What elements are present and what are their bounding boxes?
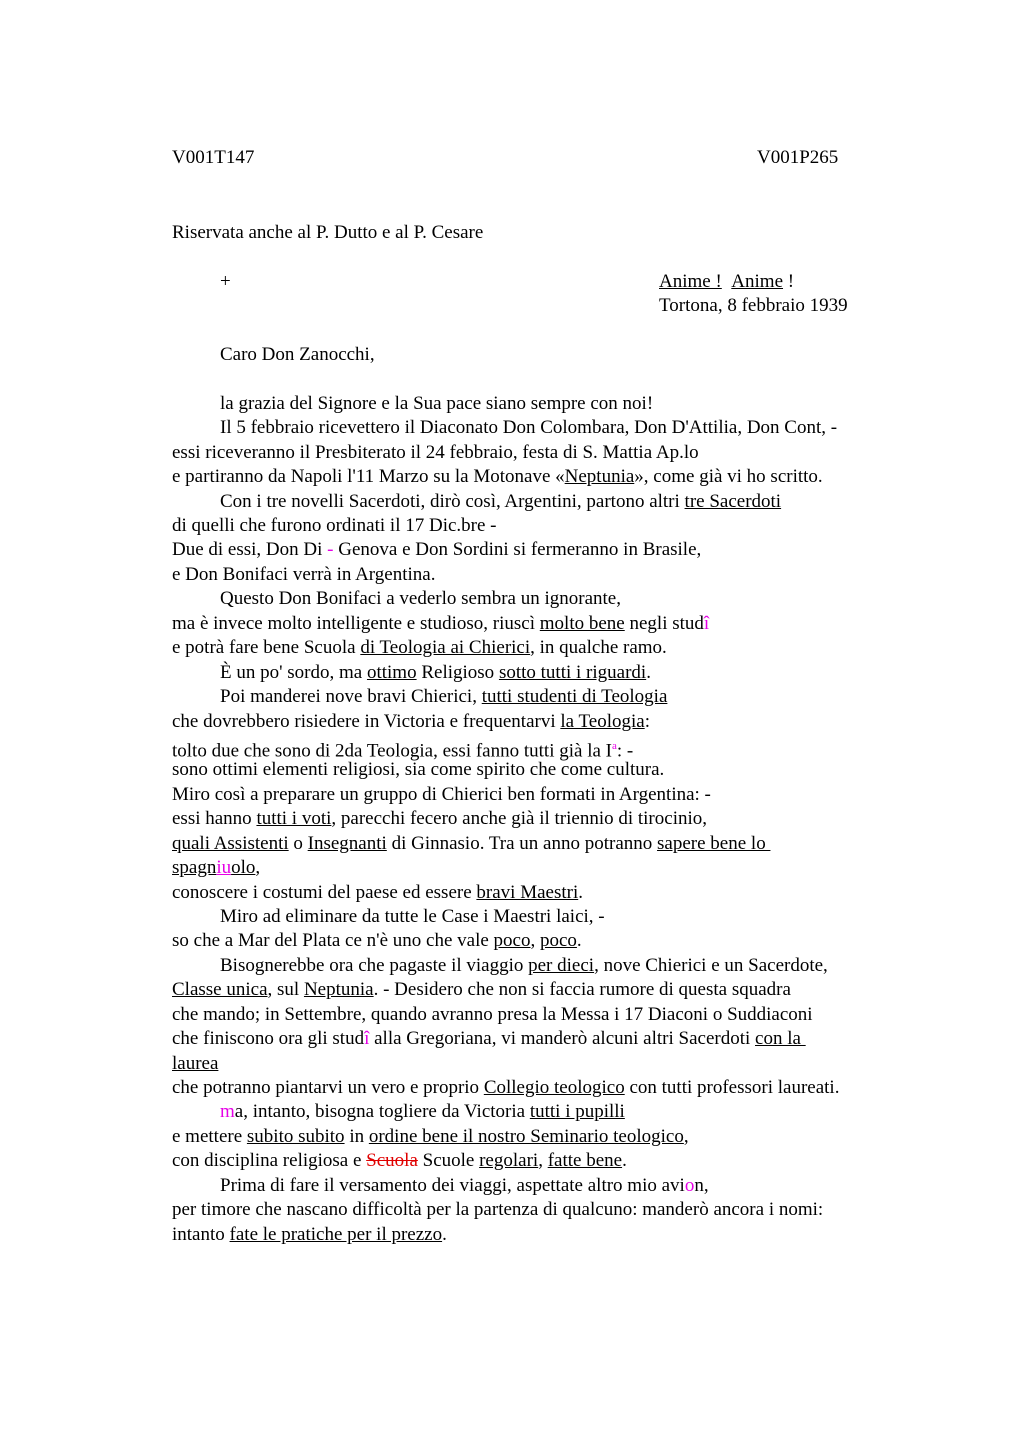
text-run: . <box>576 930 582 951</box>
inserted-text: o <box>684 1175 695 1196</box>
body-line <box>172 1223 447 1247</box>
text-run: che finiscono ora gli stud <box>172 1028 365 1049</box>
text-run: che potranno piantarvi un vero e proprio <box>172 1077 484 1098</box>
body-line <box>172 856 260 880</box>
underlined-text: tutti studenti di Teologia <box>481 686 668 707</box>
reserved-note: Riservata anche al P. Dutto e al P. Cesare <box>172 222 484 243</box>
body-line <box>172 636 667 660</box>
text-run: ma è invece molto intelligente e studioso, riuscì <box>172 613 540 634</box>
body-line <box>220 490 781 514</box>
body-line <box>172 710 650 734</box>
text-run: tolto due che sono di 2da Teologia, essi fanno tutti già la I <box>172 740 612 762</box>
text-run: o <box>288 833 308 854</box>
body-line: Miro così a preparare un gruppo di Chierici ben formati in Argentina: - <box>172 784 711 805</box>
text-run: e potrà fare bene Scuola <box>172 637 361 658</box>
body-line: per timore che nascano difficoltà per la partenza di qualcuno: manderò ancora i nomi: <box>172 1199 824 1220</box>
text-run: in <box>344 1126 369 1147</box>
text-run: , <box>538 1150 548 1171</box>
deleted-text: Scuola <box>366 1150 418 1171</box>
underlined-text: laurea <box>172 1053 219 1074</box>
body-line: Il 5 febbraio ricevettero il Diaconato Don Colombara, Don D'Attilia, Don Cont, - <box>220 417 838 438</box>
text-run: a, intanto, bisogna togliere da Victoria <box>234 1101 530 1122</box>
underlined-text: Collegio teologico <box>483 1077 625 1098</box>
inserted-text: î <box>703 613 710 634</box>
text-run: e partiranno da Napoli l'11 Marzo su la Motonave « <box>172 466 565 487</box>
underlined-text: ordine bene il nostro Seminario teologico <box>368 1126 684 1147</box>
body-line: di quelli che furono ordinati il 17 Dic.bre - <box>172 515 497 536</box>
underlined-text: poco <box>493 930 531 951</box>
text-run: . <box>442 1224 447 1245</box>
text-run: , <box>530 930 540 951</box>
text-run: Con i tre novelli Sacerdoti, dirò così, Argentini, partono altri <box>220 491 685 512</box>
document-code-left: V001T147 <box>172 147 255 168</box>
inserted-text: î <box>364 1028 370 1049</box>
underlined-text: fatte bene <box>547 1150 623 1171</box>
salutation: Caro Don Zanocchi, <box>220 344 375 365</box>
body-line <box>172 1149 627 1173</box>
text-run: , nove Chierici e un Sacerdote, <box>594 955 828 976</box>
body-line <box>172 807 707 831</box>
underlined-text: la Teologia <box>560 711 645 732</box>
underlined-text: tutti i voti <box>256 808 332 829</box>
underlined-text: per dieci <box>528 955 595 976</box>
document-code-right: V001P265 <box>757 147 839 168</box>
body-line: e Don Bonifaci verrà in Argentina. <box>172 564 436 585</box>
underlined-text: tre Sacerdoti <box>684 491 782 512</box>
text-run: di Ginnasio. Tra un anno potranno <box>386 833 658 854</box>
text-run: : - <box>616 740 634 762</box>
body-line <box>172 929 582 953</box>
text-run: che dovrebbero risiedere in Victoria e frequentarvi <box>172 711 561 732</box>
underlined-text: regolari <box>479 1150 539 1171</box>
underlined-text: tutti i pupilli <box>529 1101 625 1122</box>
body-line <box>220 661 651 685</box>
text-run: . - Desidero che non si faccia rumore di questa squadra <box>373 979 791 1000</box>
underlined-text: bravi Maestri <box>476 882 579 903</box>
motto-part: Anime ! <box>659 271 722 292</box>
cross-mark: + <box>220 271 231 292</box>
underlined-text: con la <box>755 1028 806 1049</box>
inserted-text: - <box>327 539 334 560</box>
body-line <box>172 1076 839 1100</box>
text-run: , in qualche ramo. <box>530 637 667 658</box>
text-run: negli stud <box>624 613 704 634</box>
inserted-text: a <box>611 740 617 752</box>
body-line <box>172 612 709 636</box>
inserted-text: m <box>220 1101 235 1122</box>
body-line <box>172 1052 218 1076</box>
underlined-text: sotto tutti i riguardi <box>498 662 647 683</box>
text-run: », come già vi ho scritto. <box>634 466 823 487</box>
text-run: Genova e Don Sordini si fermeranno in Brasile, <box>333 539 702 560</box>
text-run: alla Gregoriana, vi manderò alcuni altri Sacerdoti <box>369 1028 756 1049</box>
body-line: la grazia del Signore e la Sua pace siano sempre con noi! <box>220 393 654 414</box>
underlined-text: subito subito <box>246 1126 345 1147</box>
underlined-text: quali Assistenti <box>172 833 289 854</box>
text-run: conoscere i costumi del paese ed essere <box>172 882 477 903</box>
body-line <box>172 538 701 562</box>
text-run: con tutti professori laureati. <box>624 1077 840 1098</box>
body-line <box>172 1125 689 1149</box>
text-run: e mettere <box>172 1126 247 1147</box>
place-date: Tortona, 8 febbraio 1939 <box>659 295 848 316</box>
text-run: Religioso <box>416 662 499 683</box>
body-line <box>172 734 634 762</box>
body-line: Questo Don Bonifaci a vederlo sembra un ignorante, <box>220 588 621 609</box>
body-line: che mando; in Settembre, quando avranno presa la Messa i 17 Diaconi o Suddiaconi <box>172 1004 813 1025</box>
text-run: È un po' sordo, ma <box>220 662 367 683</box>
body-line <box>172 465 823 489</box>
body-line <box>172 1027 806 1051</box>
underlined-text: Classe unica <box>172 979 268 1000</box>
body-line: essi riceveranno il Presbiterato il 24 febbraio, festa di S. Mattia Ap.lo <box>172 442 699 463</box>
body-line: Miro ad eliminare da tutte le Case i Maestri laici, - <box>220 906 605 927</box>
body-line <box>172 832 770 856</box>
text-run: , sul <box>267 979 304 1000</box>
text-run: . <box>622 1150 627 1171</box>
underlined-text: olo <box>231 857 256 878</box>
body-line: sono ottimi elementi religiosi, sia come spirito che come cultura. <box>172 759 665 780</box>
body-line <box>172 978 791 1002</box>
body-line <box>220 954 828 978</box>
text-run: con disciplina religiosa e <box>172 1150 367 1171</box>
body-line <box>172 881 583 905</box>
text-run: essi hanno <box>172 808 257 829</box>
motto <box>659 270 794 294</box>
underlined-text: ottimo <box>366 662 417 683</box>
text-run: intanto <box>172 1224 230 1245</box>
underlined-text: fate le pratiche per il prezzo <box>229 1224 443 1245</box>
underlined-text: poco <box>539 930 577 951</box>
underlined-text: Insegnanti <box>307 833 387 854</box>
underlined-text: di Teologia ai Chierici <box>360 637 531 658</box>
body-line <box>220 685 667 709</box>
body-line <box>220 1100 625 1124</box>
text-run: Prima di fare il versamento dei viaggi, aspettate altro mio avi <box>220 1175 685 1196</box>
text-run: Scuole <box>417 1150 480 1171</box>
text-run: . <box>578 882 583 903</box>
underlined-text: spagn <box>172 857 217 878</box>
text-run: Bisognerebbe ora che pagaste il viaggio <box>220 955 529 976</box>
underlined-text: Neptunia <box>303 979 374 1000</box>
text-run: , <box>683 1126 689 1147</box>
text-run: Due di essi, Don Di <box>172 539 328 560</box>
text-run: Poi manderei nove bravi Chierici, <box>220 686 482 707</box>
text-run: . <box>646 662 651 683</box>
motto-part: Anime <box>731 271 784 292</box>
underlined-text: molto bene <box>539 613 625 634</box>
text-run: so che a Mar del Plata ce n'è uno che vale <box>172 930 494 951</box>
underlined-text: Neptunia <box>564 466 635 487</box>
text-run: , parecchi fecero anche già il triennio di tirocinio, <box>331 808 708 829</box>
text-run: , <box>255 857 261 878</box>
inserted-text: iu <box>216 857 232 878</box>
motto-part: ! <box>787 271 795 292</box>
underlined-text: sapere bene lo <box>657 833 771 854</box>
text-run: : <box>644 711 650 732</box>
body-line <box>220 1174 709 1198</box>
text-run: n, <box>694 1175 709 1196</box>
